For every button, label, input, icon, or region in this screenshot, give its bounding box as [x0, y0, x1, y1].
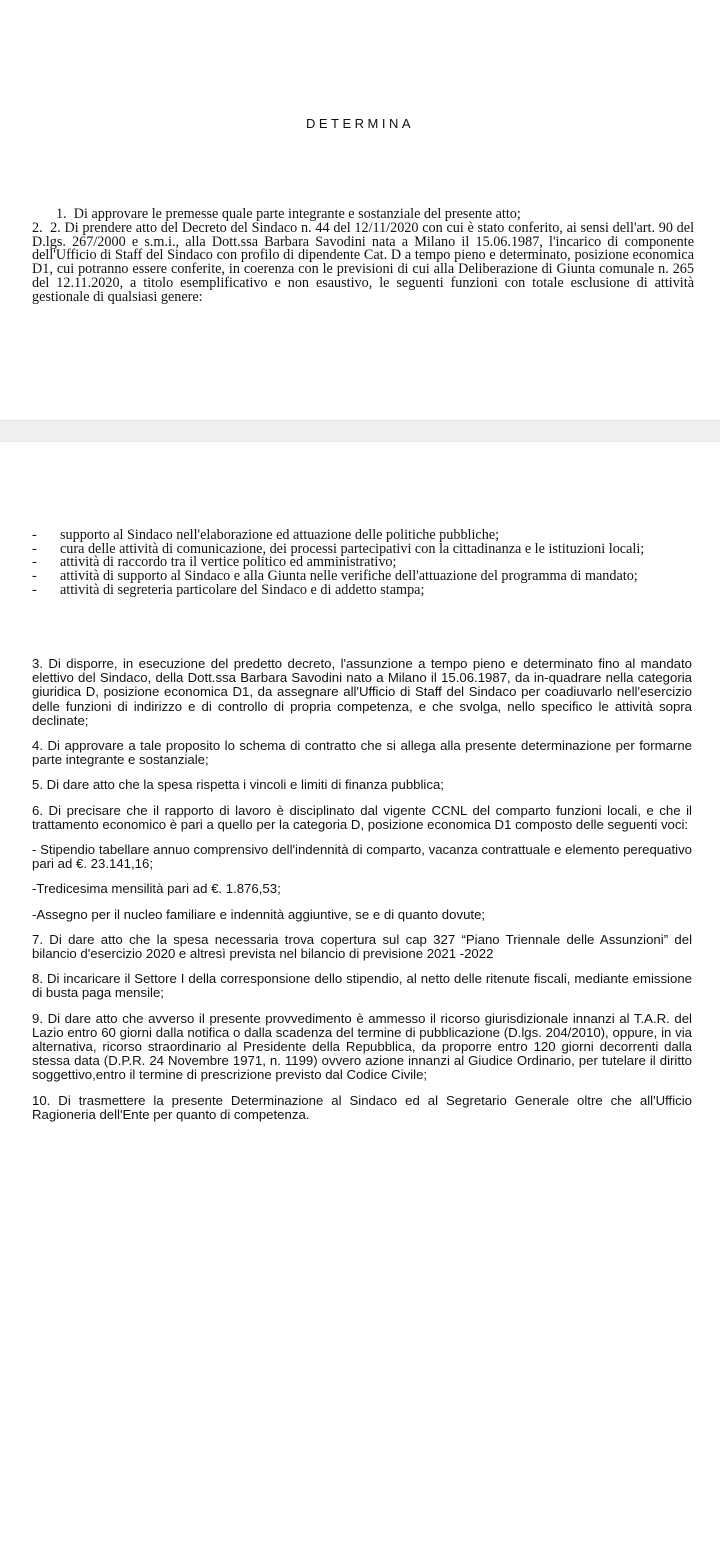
bullet-dash: -: [32, 581, 37, 598]
paragraph-5: 5. Di dare atto che la spesa rispetta i vincoli e limiti di finanza pubblica;: [32, 777, 444, 793]
bullet-text: cura delle attività di comunicazione, dei processi partecipativi con la cittadinanza e le istituzioni locali;: [60, 540, 645, 557]
paragraph-6: 6. Di precisare che il rapporto di lavoro è disciplinato dal vigente CCNL del comparto funzioni locali, e che il trattamento economico è pari a quello per la categoria D, posizione economica D1 composto delle seguenti voci:: [32, 802, 692, 832]
list-item-number: 1.: [56, 206, 67, 222]
bullet-text: attività di segreteria particolare del Sindaco e di addetto stampa;: [60, 581, 425, 598]
paragraph-3: 3. Di disporre, in esecuzione del predetto decreto, l'assunzione a tempo pieno e determinato fino al mandato elettivo del Sindaco, della Dott.ssa Barbara Savodini nato a Milano il 15.06.1987, da in-quadrare nella categoria giuridica D, posizione economica D1, da assegnare all'Ufficio di Staff del Sindaco per coadiuvarlo nell'esercizio delle funzioni di indirizzo e di controllo di propria competenza, e che svolga, nello specifico le attività sopra declinate;: [32, 656, 692, 728]
list-item-number: 2.: [32, 220, 43, 236]
page-separator: [0, 420, 720, 442]
bullet-item: [32, 581, 692, 598]
bullet-text: supporto al Sindaco nell'elaborazione ed attuazione delle politiche pubbliche;: [60, 527, 500, 543]
bullet-dash: -: [32, 527, 37, 543]
bullet-dash: -: [32, 554, 37, 571]
determination-paragraphs: [32, 657, 692, 1133]
bullet-text: attività di raccordo tra il vertice politico ed amministrativo;: [60, 554, 397, 571]
salary-item-stipendio: - Stipendio tabellare annuo comprensivo dell'indennità di comparto, vacanza contrattuale e elemento perequativo pari ad €. 23.141,16;: [32, 842, 692, 872]
paragraph-9: 9. Di dare atto che avverso il presente provvedimento è ammesso il ricorso giurisdizionale innanzi al T.A.R. del Lazio entro 60 giorni dalla notifica o dalla scadenza del termine di pubblicazione (D.lgs. 204/2010), oppure, in via alternativa, ricorso straordinario al Presidente della Repubblica, da proporre entro 120 giorni decorrenti dalla stessa data (D.P.R. 24 Novembre 1971, n. 1199) ovvero azione innanzi al Giudice Ordinario, per tutelare il diritto soggettivo,entro il termine di prescrizione previsto dal Codice Civile;: [32, 1010, 692, 1083]
page-title: DETERMINA: [305, 116, 415, 131]
list-item-text: Di approvare le premesse quale parte integrante e sostanziale del presente atto;: [73, 206, 521, 222]
salary-item-tredicesima: -Tredicesima mensilità pari ad €. 1.876,53;: [32, 881, 281, 897]
paragraph-7: 7. Di dare atto che la spesa necessaria trova copertura sul cap 327 “Piano Triennale delle Assunzioni” del bilancio d'esercizio 2020 e altresì prevista nel bilancio di previsione 2021 -2022: [32, 931, 692, 962]
function-bullet-list: [32, 529, 692, 598]
bullet-dash: -: [32, 568, 37, 585]
list-item-text: 2. Di prendere atto del Decreto del Sindaco n. 44 del 12/11/2020 con cui è stato conferito, ai sensi dell'art. 90 del D.lgs. 267/2000 e s.m.i., alla Dott.ssa Barbara Savodini nata a Milano il 15.06.1987, l'incarico di componente dell'Ufficio di Staff del Sindaco con profilo di dipendente Cat. D a tempo pieno e determinato, posizione economica D1, cui potranno essere conferite, in coerenza con le previsioni di cui alla Deliberazione di Giunta comunale n. 265 del 12.11.2020, a titolo esemplificativo e non esaustivo, le seguenti funzioni con totale esclusione di attività gestionale di qualsiasi genere:: [32, 220, 695, 305]
salary-item-assegno: -Assegno per il nucleo familiare e indennità aggiuntive, se e di quanto dovute;: [32, 906, 486, 922]
bullet-dash: -: [32, 540, 37, 557]
paragraph-8: 8. Di incaricare il Settore I della corresponsione dello stipendio, al netto delle ritenute fiscali, mediante emissione di busta paga mensile;: [32, 971, 692, 1001]
document-page-1: [0, 0, 720, 420]
paragraph-4: 4. Di approvare a tale proposito lo schema di contratto che si allega alla presente determinazione per formarne parte integrante e sostanziale;: [32, 738, 692, 768]
bullet-text: attività di supporto al Sindaco e alla Giunta nelle verifiche dell'attuazione del programma di mandato;: [60, 568, 638, 585]
paragraph-10: 10. Di trasmettere la presente Determinazione al Sindaco ed al Segretario Generale oltre che all'Ufficio Ragioneria dell'Ente per quanto di competenza.: [32, 1092, 692, 1122]
list-item-2: [32, 222, 694, 304]
